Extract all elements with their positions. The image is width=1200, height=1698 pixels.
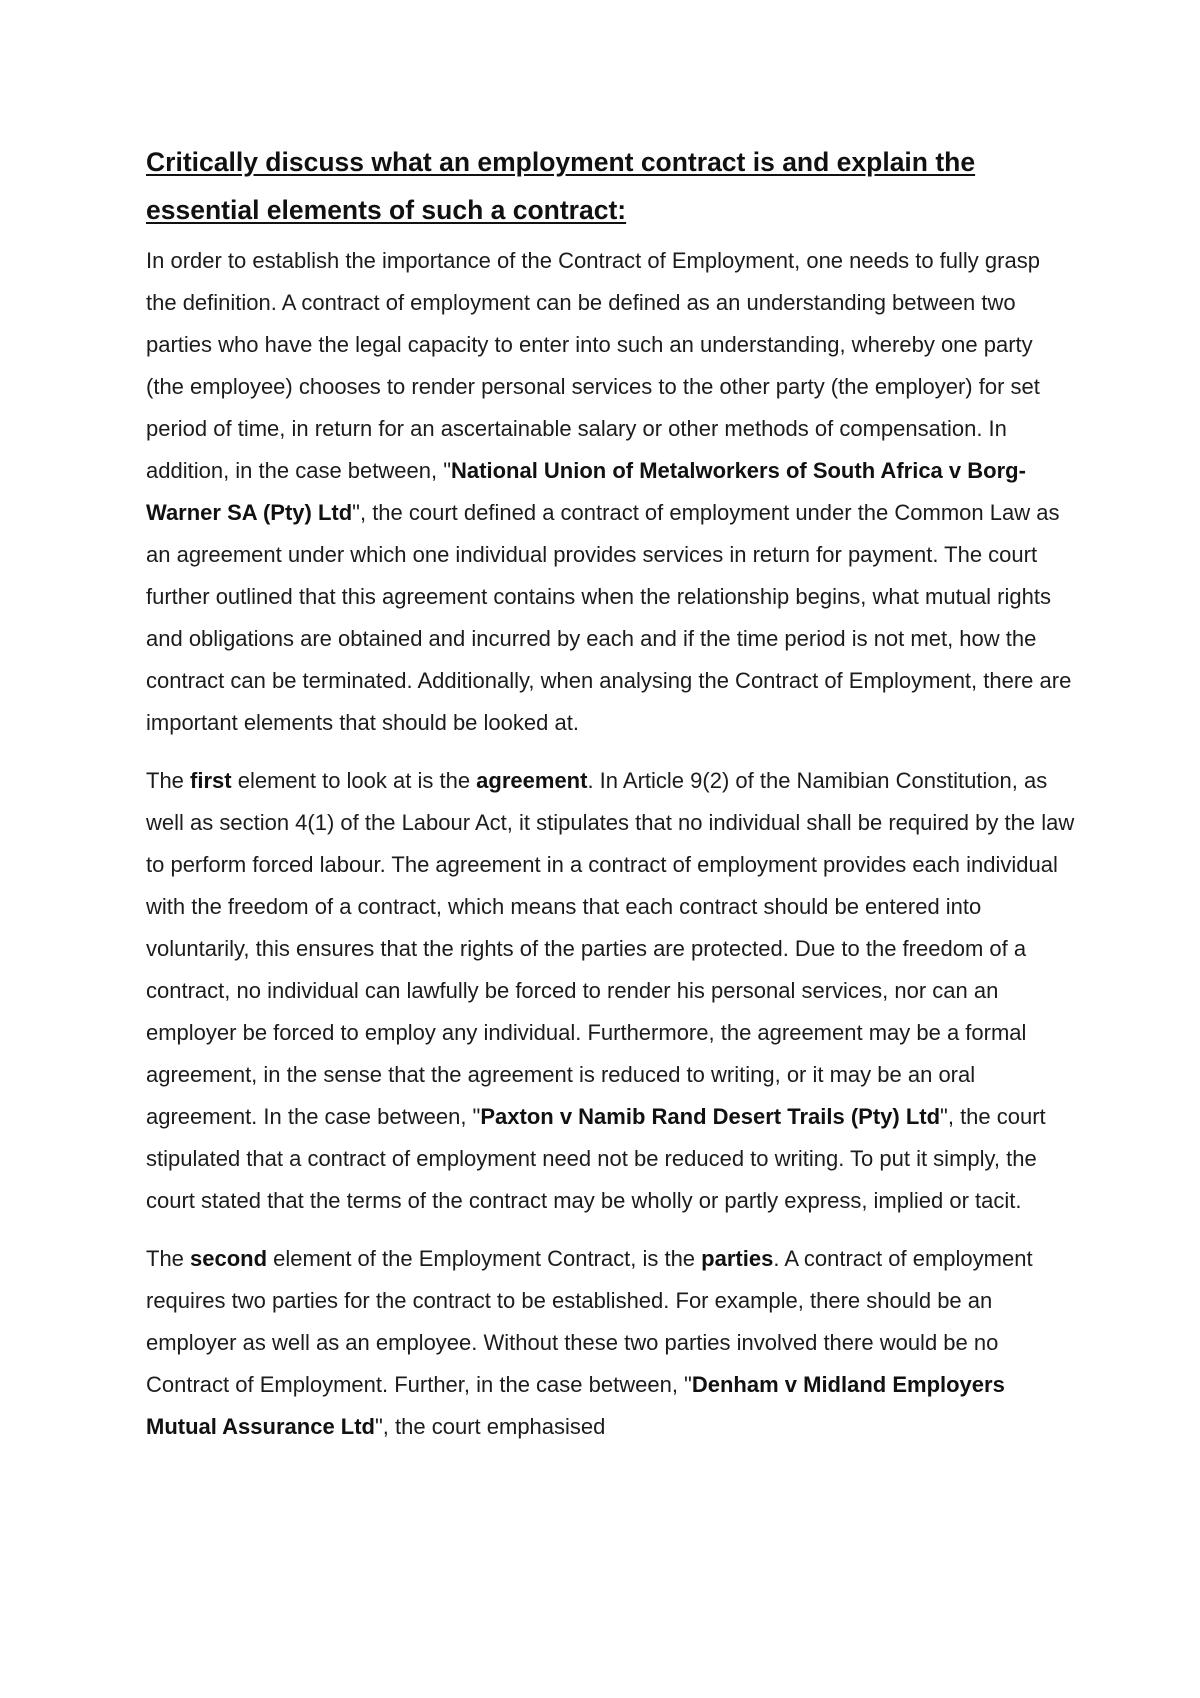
- emphasis-text: parties: [701, 1246, 774, 1271]
- emphasis-text: agreement: [476, 768, 588, 793]
- case-citation: Denham v Midland Employers Mutual Assurance Ltd: [146, 1372, 1005, 1439]
- paragraph-text: In order to establish the importance of the Contract of Employment, one needs to fully grasp the definition. A contract of employment can be defined as an understanding between two parties who have the legal capacity to enter into such an understanding, whereby one party (the employee) chooses to render personal services to the other party (the employer) for set period of time, in return for an ascertainable salary or other methods of compensation. In addition, in the case between, ": [146, 248, 1040, 483]
- paragraph-text: ", the court defined a contract of employment under the Common Law as an agreement under which one individual provides services in return for payment. The court further outlined that this agreement contains when the relationship begins, what mutual rights and obligations are obtained and incurred by each and if the time period is not met, how the contract can be terminated. Additionally, when analysing the Contract of Employment, there are important elements that should be looked at.: [146, 500, 1072, 735]
- paragraph-first-element: [146, 760, 1076, 1222]
- paragraph-text: ", the court emphasised: [375, 1414, 606, 1439]
- emphasis-text: second: [190, 1246, 268, 1271]
- document-title: Critically discuss what an employment contract is and explain the essential elements of such a contract:: [146, 147, 976, 225]
- document-body: [146, 138, 1076, 1464]
- paragraph-definition: [146, 240, 1076, 744]
- case-citation: National Union of Metalworkers of South Africa v Borg-Warner SA (Pty) Ltd: [146, 458, 1026, 525]
- emphasis-text: first: [190, 768, 232, 793]
- paragraph-second-element: [146, 1238, 1076, 1448]
- paragraph-text: The: [146, 768, 191, 793]
- paragraph-text: ", the court stipulated that a contract of employment need not be reduced to writing. To put it simply, the court stated that the terms of the contract may be wholly or partly express, implied or tacit.: [146, 1104, 1046, 1213]
- paragraph-text: The: [146, 1246, 191, 1271]
- case-citation: Paxton v Namib Rand Desert Trails (Pty) Ltd: [480, 1104, 941, 1129]
- paragraph-text: . In Article 9(2) of the Namibian Constitution, as well as section 4(1) of the Labour Act, it stipulates that no individual shall be required by the law to perform forced labour. The agreement in a contract of employment provides each individual with the freedom of a contract, which means that each contract should be entered into voluntarily, this ensures that the rights of the parties are protected. Due to the freedom of a contract, no individual can lawfully be forced to render his personal services, nor can an employer be forced to employ any individual. Furthermore, the agreement may be a formal agreement, in the sense that the agreement is reduced to writing, or it may be an oral agreement. In the case between, ": [146, 768, 1075, 1129]
- paragraph-text: element of the Employment Contract, is the: [267, 1246, 702, 1271]
- paragraph-text: element to look at is the: [231, 768, 477, 793]
- paragraph-text: . A contract of employment requires two parties for the contract to be established. For example, there should be an employer as well as an employee. Without these two parties involved there would be no Contract of Employment. Further, in the case between, ": [146, 1246, 1033, 1397]
